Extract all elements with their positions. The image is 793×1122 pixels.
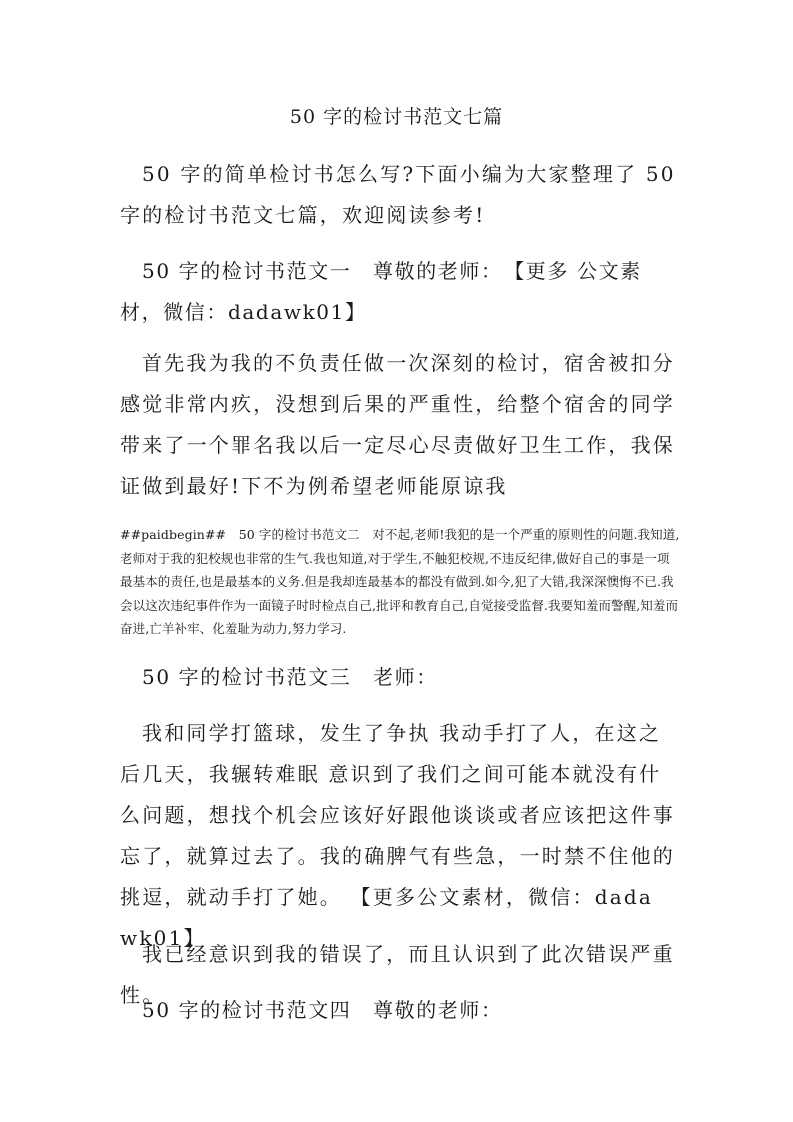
section3-heading: 50 字的检讨书范文三 老师： (142, 665, 438, 689)
section3-body: 我和同学打篮球，发生了争执 我动手打了人，在这之后几天，我辗转难眠 意识到了我们之间可能本就没有什么问题，想找个机会应该好好跟他谈谈或者应该把这件事忘了，就算过去了。我的确脾气有些急，一时禁不住他的挑逗，就动手打了她。 【更多公文素材，微信：dada wk01】 (120, 721, 675, 950)
document-title: 50 字的检讨书范文七篇 (289, 106, 504, 128)
section4-heading: 50 字的检讨书范文四 尊敬的老师： (142, 998, 503, 1022)
section3-body-2: 我已经意识到我的错误了，而且认识到了此次错误严重性。 (120, 942, 675, 1007)
section1-heading: 50 字的检讨书范文一 尊敬的老师： 【更多 公文素材，微信：dadawk01】 (120, 259, 642, 324)
section2-paragraph: ##paidbegin## 50 字的检讨书范文二 对不起,老师!我犯的是一个严重的原则性的问题.我知道,老师对于我的犯校规也非常的生气.我也知道,对于学生,不触犯校规,不违反纪律,做好自己的事是一项最基本的责任,也是最基本的义务.但是我却连最基本的都没有做到.如今,犯了大错,我深深懊悔不已.我会以这次违纪事件作为一面镜子时时检点自己,批评和教育自己,自觉接受监督.我要知羞而警醒,知羞而奋进,亡羊补牢、化羞耻为动力,努力学习. (120, 527, 680, 636)
intro-paragraph: 50 字的简单检讨书怎么写?下面小编为大家整理了 50 字的检讨书范文七篇，欢迎阅读参考! (120, 162, 676, 227)
section1-body: 首先我为我的不负责任做一次深刻的检讨，宿舍被扣分感觉非常内疚，没想到后果的严重性，给整个宿舍的同学带来了一个罪名我以后一定尽心尽责做好卫生工作，我保证做到最好!下不为例希望老师能原谅我 (120, 351, 675, 498)
